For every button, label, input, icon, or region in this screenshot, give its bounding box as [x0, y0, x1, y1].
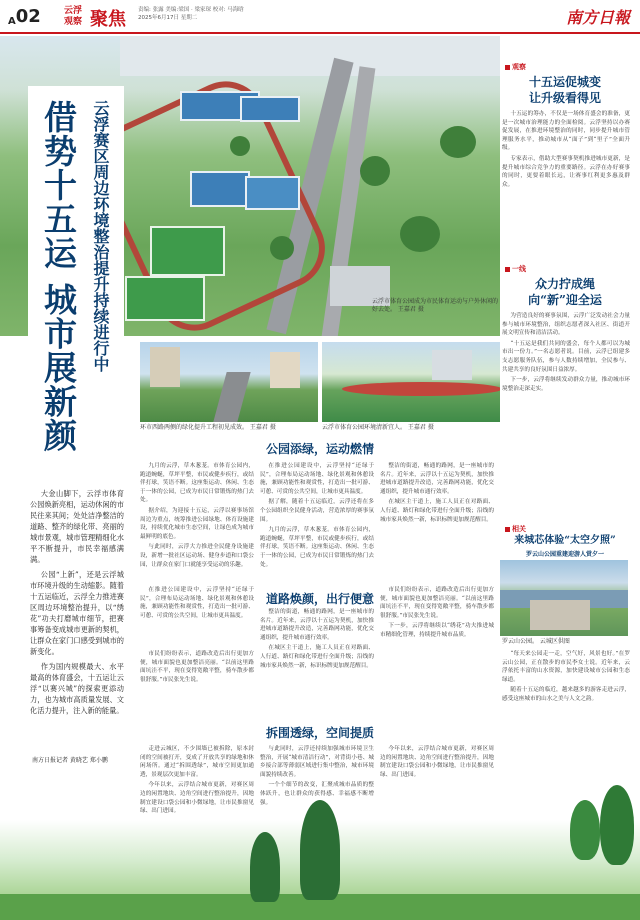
article-column	[140, 462, 254, 582]
paragraph: 与此同时，云浮大力推进全民健身设施建设，新增一批社区运动场、健身步道和口袋公园，让群众在家门口就能享受运动的乐趣。	[140, 544, 254, 568]
article-column	[140, 586, 254, 646]
paragraph: “每天来公园走一走，空气好，风景也好。”在罗云山公园，正在散步的市民李女士说。近年来，云浮依托丰富的山水资源，加快建设城市公园和生态绿道。	[502, 651, 630, 683]
road-greening-photo	[140, 342, 318, 422]
section-name: 聚焦	[90, 9, 126, 30]
newspaper-masthead: 南方日報	[565, 8, 630, 27]
section-heading: 道路焕颜，出行便意	[265, 592, 374, 606]
paragraph: 据介绍，为迎接十五运，云浮以赛事场馆周边为重点，统筹推进公园绿地、体育设施建设，持续优化城市生态空间，让绿色成为城市最鲜明的底色。	[140, 507, 254, 540]
paragraph: 随着十五运的临近，越来越多的游客走进云浮，感受这座城市的山水之美与人文之韵。	[502, 687, 630, 702]
paragraph: 走进云城区，不少围墙已被拆除，原本封闭的空间被打开，变成了开放共享的绿地和休闲场所。通过“拆围透绿”，城市空间更加通透，景观层次更加丰富。	[140, 746, 254, 778]
paragraph: 九月的云浮，草木葱茏。市体育公园内，跑道蜿蜒，草坪平整，市民或健步疾行，或结伴打球，笑语不断。这座集运动、休闲、生态于一体的公园，已成为市民日常锻炼的热门去处。	[260, 527, 374, 568]
park-photo	[322, 342, 500, 422]
right-headline-2: 众力拧成绳 向“新”迎全运	[528, 277, 602, 307]
paragraph: 整洁的街道，畅通的路网，是一座城市的名片。近年来，云浮以十五运为契机，加快推进城市道路提升改造，完善路网功能，优化交通组织，提升城市通行效率。	[260, 609, 374, 641]
paragraph: 下一步，云浮将继续以“绣花”功夫推进城市精细化管理，持续提升城市品质。	[380, 623, 494, 638]
paragraph: 今年以来，云浮结合城市更新，对赛区周边的闲置地块、边角空间进行整治提升，因地制宜建设口袋公园和小微绿地，让市民推窗见绿、出门进园。	[140, 782, 254, 815]
lead-paragraph: 作为国内规模最大、水平最高的体育盛会，十五运让云浮“以赛兴城”的探索更添动力，也为城市高质量发展、文化活力提升，注入新的能量。	[30, 662, 124, 715]
paragraph: 九月的云浮，草木葱茏。市体育公园内，跑道蜿蜒，草坪平整，市民或健步疾行，或结伴打球，笑语不断。这座集运动、休闲、生态于一体的公园，已成为市民日常锻炼的热门去处。	[140, 463, 254, 504]
column-tag: 一线	[505, 264, 526, 274]
paragraph: 市民们纷纷表示，道路改造后出行更加方便，城市面貌也更加整洁亮丽。“以前这里路面坑洼不平，现在变得宽敞平整，骑车散步都很舒服。”市民张先生说。	[140, 651, 254, 683]
paragraph: 在推进公园建设中，云浮坚持“还绿于民”，合理布局运动场地、绿化景观和休憩设施，兼顾功能性和观赏性，打造出一批可游、可憩、可赏的公共空间，让城市更具温度。	[140, 587, 254, 619]
column-tag: 观察	[505, 62, 526, 72]
photo3-caption: 罗云山公园。 云城区供图	[502, 638, 570, 645]
section-heading: 拆围透绿，空间提质	[265, 726, 374, 740]
paragraph: 专家表示，借助大型赛事契机推进城市更新，是提升城市综合竞争力的重要路径。云浮在办好赛事的同时，更要着眼长远，让赛事红利更多惠及群众。	[502, 155, 630, 188]
article-column	[260, 608, 374, 720]
reporter-byline: 南方日报记者 黄晓艺 郑小鹏	[32, 757, 108, 764]
paragraph: 今年以来，云浮结合城市更新，对赛区周边的闲置地块、边角空间进行整治提升，因地制宜建设口袋公园和小微绿地，让市民推窗见绿、出门进园。	[380, 746, 494, 778]
article-column	[380, 745, 494, 825]
runner-silhouette-icon	[250, 832, 280, 902]
paragraph: 在城区主干道上，施工人员正在对路面、人行道、路灯和绿化带进行全面升级；沿线的城市家具焕然一新，标识标牌更加规范醒目。	[380, 499, 494, 523]
article-column	[380, 586, 494, 720]
section-label: 云浮观察	[64, 6, 83, 27]
right-article-column	[502, 312, 630, 522]
paragraph: 在城区主干道上，施工人员正在对路面、人行道、路灯和绿化带进行全面升级；沿线的城市家具焕然一新，标识标牌更加规范醒目。	[260, 645, 374, 669]
page-meta: 责编: 张露 美编:梁国 · 梁家琛 校对: 马海晗 2025年6月17日 星期二	[138, 7, 244, 21]
article-column	[140, 650, 254, 720]
article-column	[140, 745, 254, 825]
paragraph: 一个个细节的改变，汇聚成城市品质的整体跃升，也让群众的获得感、幸福感不断增强。	[260, 782, 374, 806]
sub-headline: 云浮赛区周边环境整治提升持续进行中	[91, 100, 110, 372]
paragraph: 为营造良好的赛事氛围，云浮广泛发动社会力量参与城市环境整治，组织志愿者深入社区、街道开展文明宣传和清洁活动。	[502, 313, 630, 337]
lead-paragraph: 大金山脚下，云浮市体育公园焕新亮相，运动休闲的市民往来其间；处处洁净整洁的道路、整齐的绿化带、亮丽的城市景观，城市管理精细化水平不断提升，市民幸福感满满。	[30, 489, 124, 564]
right-article-column	[502, 650, 630, 800]
page-number: A02	[8, 6, 41, 27]
right-headline-3: 来城芯体验“太空夕照”	[514, 535, 616, 546]
right-article-column	[502, 110, 630, 260]
paragraph: “十五运是我们共同的盛会，每个人都可以为城市出一份力。”一名志愿者说。目前，云浮已组建多支志愿服务队伍，参与人数持续增加，全民参与、共建共享的良好氛围日益浓厚。	[502, 340, 630, 373]
paragraph: 整洁的街道，畅通的路网，是一座城市的名片。近年来，云浮以十五运为契机，加快推进城市道路提升改造，完善路网功能，优化交通组织，提升城市通行效率。	[380, 463, 494, 495]
trees-decoration	[560, 780, 640, 890]
hero-caption: 云浮市体育公园成为市民体育运动与户外休闲的好去处。 王嘉君 摄	[372, 298, 499, 313]
photo2-caption: 云浮市体育公园环境清新宜人。 王嘉君 摄	[322, 424, 434, 431]
page-header	[0, 0, 640, 34]
photo1-caption: 环市西路两侧的绿化提升工程初见成效。 王嘉君 摄	[140, 424, 276, 431]
right-headline-1: 十五运促城变 让升级看得见	[528, 75, 601, 105]
paragraph: 下一步，云浮将继续发动群众力量，推动城市环境整治走深走实。	[502, 377, 630, 392]
paragraph: 与此同时，云浮还持续加强城市环境卫生整治，开展“城市清洁行动”，对背街小巷、城乡接合部等薄弱区域进行集中整治，城市环境面貌持续改善。	[260, 746, 374, 778]
section-heading: 公园添绿，运动燃情	[265, 442, 374, 456]
paragraph: 十五运的筹办，不仅是一场体育盛会的准备，更是一次城市治理能力的全面检阅。云浮坚持以办赛促发展，在推进环境整治的同时，同步提升城市管理服务水平，推动城市从“面子”到“里子”全面升级。	[502, 111, 630, 152]
column-tag: 相关	[505, 524, 526, 534]
paragraph: 市民们纷纷表示，道路改造后出行更加方便，城市面貌也更加整洁亮丽。“以前这里路面坑洼不平，现在变得宽敞平整，骑车散步都很舒服。”市民张先生说。	[380, 587, 494, 619]
luoyun-park-photo	[500, 560, 628, 636]
main-headline: 借势十五运 城市展新颜	[39, 100, 78, 453]
article-column	[260, 462, 374, 582]
article-column	[380, 462, 494, 582]
lead-paragraph: 公园“上新”，还是云浮城市环境升级的生动缩影。随着十五运临近，云浮全力推进赛区周边环境整治提升，以“绣花”功夫打磨城市细节，把赛事筹备变成城市更新的契机，让群众在家门口感受到城市的新变化。	[30, 570, 124, 656]
paragraph: 在推进公园建设中，云浮坚持“还绿于民”，合理布局运动场地、绿化景观和休憩设施，兼顾功能性和观赏性，打造出一批可游、可憩、可赏的公共空间，让城市更具温度。	[260, 463, 374, 495]
right-subheadline-3: 罗云山公园重建迎游人赏夕一	[525, 551, 604, 558]
paragraph: 据了解，随着十五运临近，云浮还将在多个公园组织全民健身活动，营造浓厚的赛事氛围。	[260, 499, 374, 523]
lead-text	[30, 488, 124, 720]
runner-silhouette-icon	[300, 800, 340, 900]
